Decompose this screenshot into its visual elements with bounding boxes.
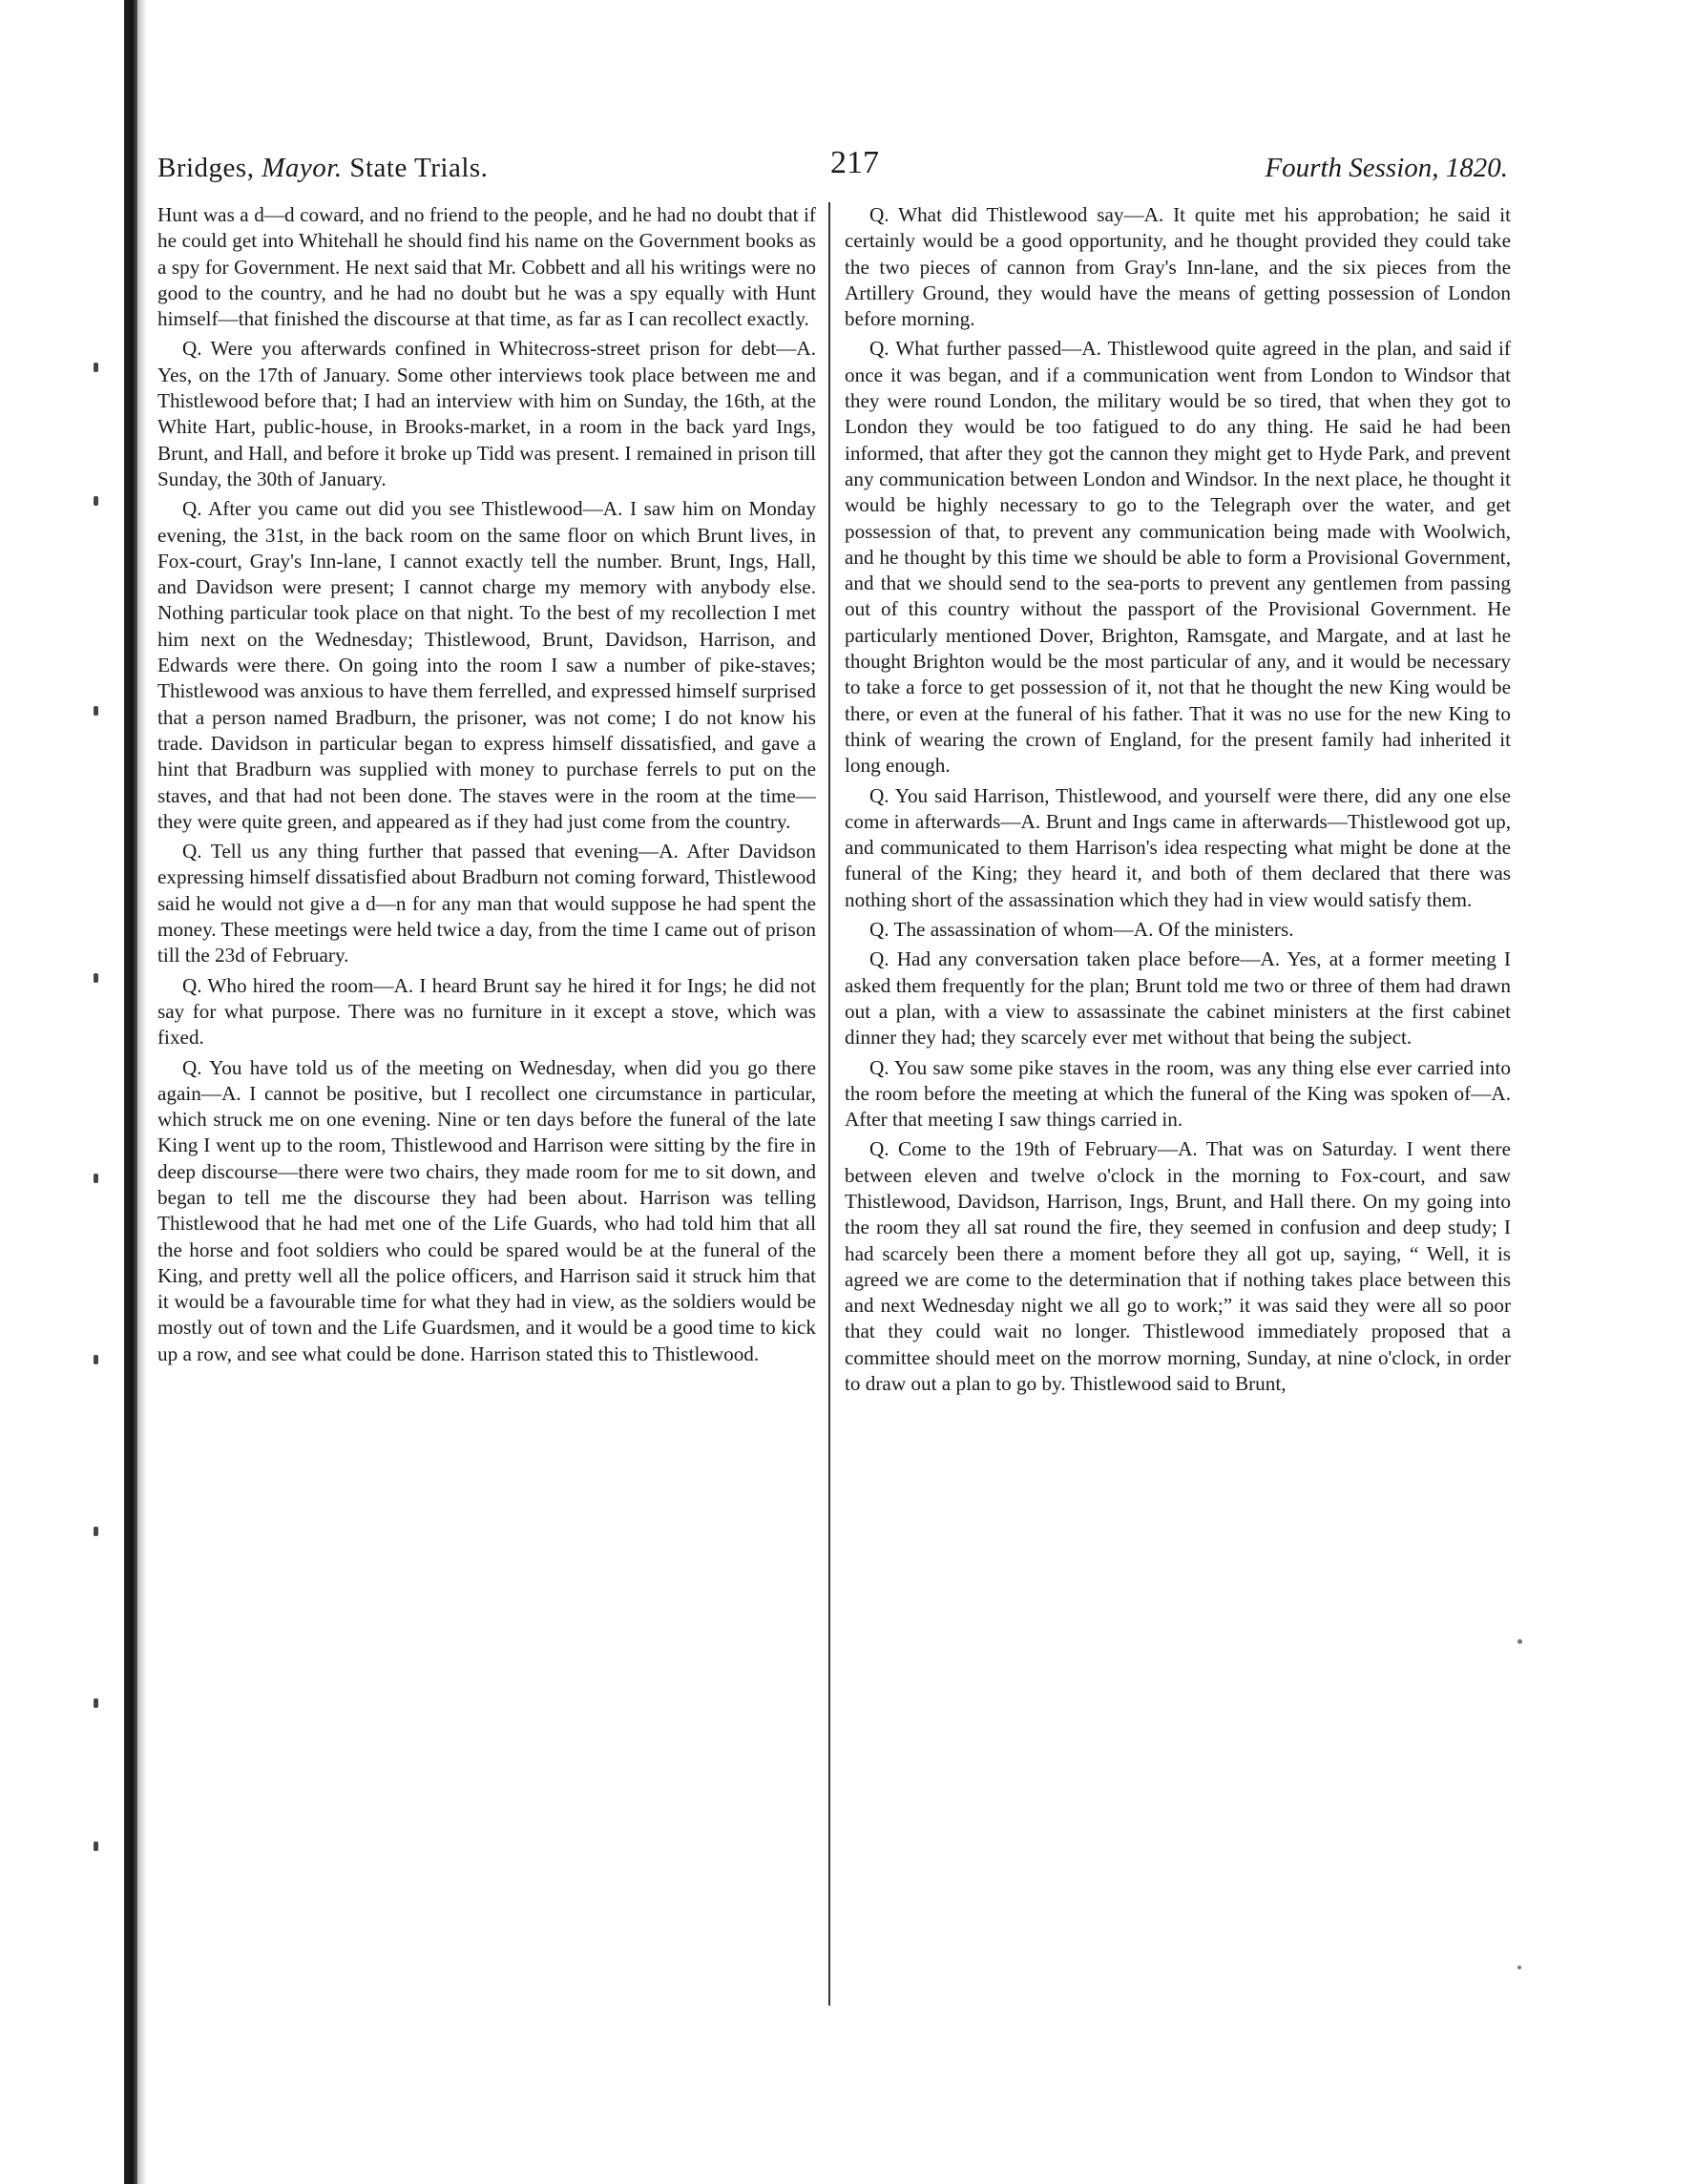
paragraph: Q. Come to the 19th of February—A. That was on Saturday. I went there between eleven and twelve o'clock in the morning to Fox-court, and saw Thistlewood, Davidson, Harrison, Ings, Brunt, and Hall there. On my going into the room they all sat round the fire, they seemed in confusion and deep study; I had scarcely been there a moment before they all got up, saying, “ Well, it is agreed we are come to the determination that if nothing takes place between this and next Wednesday night we all go to work;” it was said they were all so poor that they could wait no longer. Thistlewood immediately proposed that a committee should meet on the morrow morning, Sunday, at nine o'clock, in order to draw out a plan to go by. Thistlewood said to Brunt, bbox=[845, 1137, 1511, 1396]
left-column bbox=[157, 202, 816, 2006]
paragraph: Q. What did Thistlewood say—A. It quite met his approbation; he said it certainly would be a good opportunity, and he thought provided they could take the two pieces of cannon from Gray's Inn-lane, and the six pieces from the Artillery Ground, they would have the means of getting possession of London before morning. bbox=[845, 203, 1511, 331]
paragraph: Q. After you came out did you see Thistlewood—A. I saw him on Monday evening, the 31st, in the back room on the same floor on which Brunt lives, in Fox-court, Gray's Inn-lane, I cannot exactly tell the number. Brunt, Ings, Hall, and Davidson were present; I cannot charge my memory with anybody else. Nothing particular took place on that night. To the best of my recollection I met him next on the Wednesday; Thistlewood, Brunt, Davidson, Harrison, and Edwards were there. On going into the room I saw a number of pike-staves; Thistlewood was anxious to have them ferrelled, and expressed himself surprised that a person named Bradburn, the prisoner, was not come; I do not know his trade. Davidson in particular began to express himself dissatisfied, and gave a hint that Bradburn was supplied with money to purchase ferrels to put on the staves, and that had not been done. The staves were in the room at the time—they were quite green, and appeared as if they had just come from the country. bbox=[157, 497, 816, 833]
column-rule bbox=[828, 202, 830, 2006]
paper-speck bbox=[1517, 1639, 1522, 1644]
header-name: Bridges, bbox=[157, 153, 255, 183]
paragraph: Hunt was a d—d coward, and no friend to the people, and he had no doubt that if he could get into Whitehall he should find his name on the Government books as a spy for Government. He next said that Mr. Cobbett and all his writings were no good to the country, and he had no doubt but he was a spy equally with Hunt himself—that finished the discourse at that time, as far as I can recollect exactly. bbox=[157, 203, 816, 331]
header-series: State Trials. bbox=[349, 153, 489, 183]
header-title: Mayor. bbox=[262, 153, 343, 183]
page-number: 217 bbox=[830, 145, 879, 180]
book-spine bbox=[124, 0, 137, 2184]
paragraph: Q. You have told us of the meeting on Wednesday, when did you go there again—A. I cannot be positive, but I recollect one circumstance in particular, which struck me on one evening. Nine or ten days before the funeral of the late King I went up to the room, Thistlewood and Harrison were sitting by the fire in deep discourse—there were two chairs, they made room for me to sit down, and began to tell me the discourse they had been about. Harrison was telling Thistlewood that he had met one of the Life Guards, who had told him that all the horse and foot soldiers who could be spared would be at the funeral of the King, and pretty well all the police officers, and Harrison said it struck him that it would be a favourable time for what they had in view, as the soldiers would be mostly out of town and the Life Guardsmen, and it would be a good time to kick up a row, and see what could be done. Harrison stated this to Thistlewood. bbox=[157, 1055, 816, 1365]
paragraph: Q. You said Harrison, Thistlewood, and yourself were there, did any one else come in afterwards—A. Brunt and Ings came in afterwards—Thistlewood got up, and communicated to them Harrison's idea respecting what might be done at the funeral of the King; they heard it, and both of them declared that there was nothing short of the assassination which they had in view would satisfy them. bbox=[845, 783, 1511, 911]
paragraph: Q. What further passed—A. Thistlewood quite agreed in the plan, and said if once it was began, and if a communication went from London to Windsor that they were round London, the military would be so tired, that when they got to London they would be too fatigued to do any thing. He said he had been informed, that after they got the cannon they might get to Hyde Park, and prevent any communication between London and Windsor. In the next place, he thought it would be highly necessary to go to the Telegraph over the water, and get possession of that, to prevent any communication being made with Woolwich, and he thought by this time we should be able to form a Provisional Government, and that we should send to the sea-ports to prevent any gentlemen from passing out of this country without the passport of the Provisional Government. He particularly mentioned Dover, Brighton, Ramsgate, and Margate, and at last he thought Brighton would be the most particular of any, and it would be necessary to take a force to get possession of it, not that he thought the new King would be there, or even at the funeral of his father. That it was no use for the new King to think of wearing the crown of England, for the present family had inherited it long enough. bbox=[845, 337, 1511, 778]
spine-shadow bbox=[137, 0, 147, 2184]
paragraph: Q. You saw some pike staves in the room, was any thing else ever carried into the room before the meeting at which the funeral of the King was spoken of—A. After that meeting I saw things carried in. bbox=[845, 1055, 1511, 1132]
right-column bbox=[845, 202, 1511, 2006]
paragraph: Q. Tell us any thing further that passed that evening—A. After Davidson expressing himself dissatisfied about Bradburn not coming forward, Thistlewood said he would not give a d—n for any man that would suppose he had spent the money. These meetings were held twice a day, from the time I came out of prison till the 23d of February. bbox=[157, 840, 816, 967]
page-edge-marks bbox=[88, 172, 116, 1889]
header-session: Fourth Session, 1820. bbox=[1265, 153, 1508, 183]
paragraph: Q. Were you afterwards confined in Whitecross-street prison for debt—A. Yes, on the 17th of January. Some other interviews took place between me and Thistlewood before that; I had an interview with him on Sunday, the 16th, at the White Hart, public-house, in Brooks-market, in a room in the back yard Ings, Brunt, and Hall, and before it broke up Tidd was present. I remained in prison till Sunday, the 30th of January. bbox=[157, 337, 816, 490]
paragraph: Q. Who hired the room—A. I heard Brunt say he hired it for Ings; he did not say for what purpose. There was no furniture in it except a stove, which was fixed. bbox=[157, 973, 816, 1050]
paragraph: Q. The assassination of whom—A. Of the ministers. bbox=[869, 918, 1294, 942]
text-columns bbox=[157, 202, 1513, 2006]
running-header bbox=[157, 145, 1508, 195]
paragraph: Q. Had any conversation taken place before—A. Yes, at a former meeting I asked them frequently for the plan; Brunt told me two or three of them had drawn out a plan, with a view to assassinate the cabinet ministers at the first cabinet dinner they had; they scarcely ever met without that being the subject. bbox=[845, 947, 1511, 1050]
paper-speck bbox=[1517, 1966, 1521, 1969]
header-left bbox=[157, 153, 488, 184]
